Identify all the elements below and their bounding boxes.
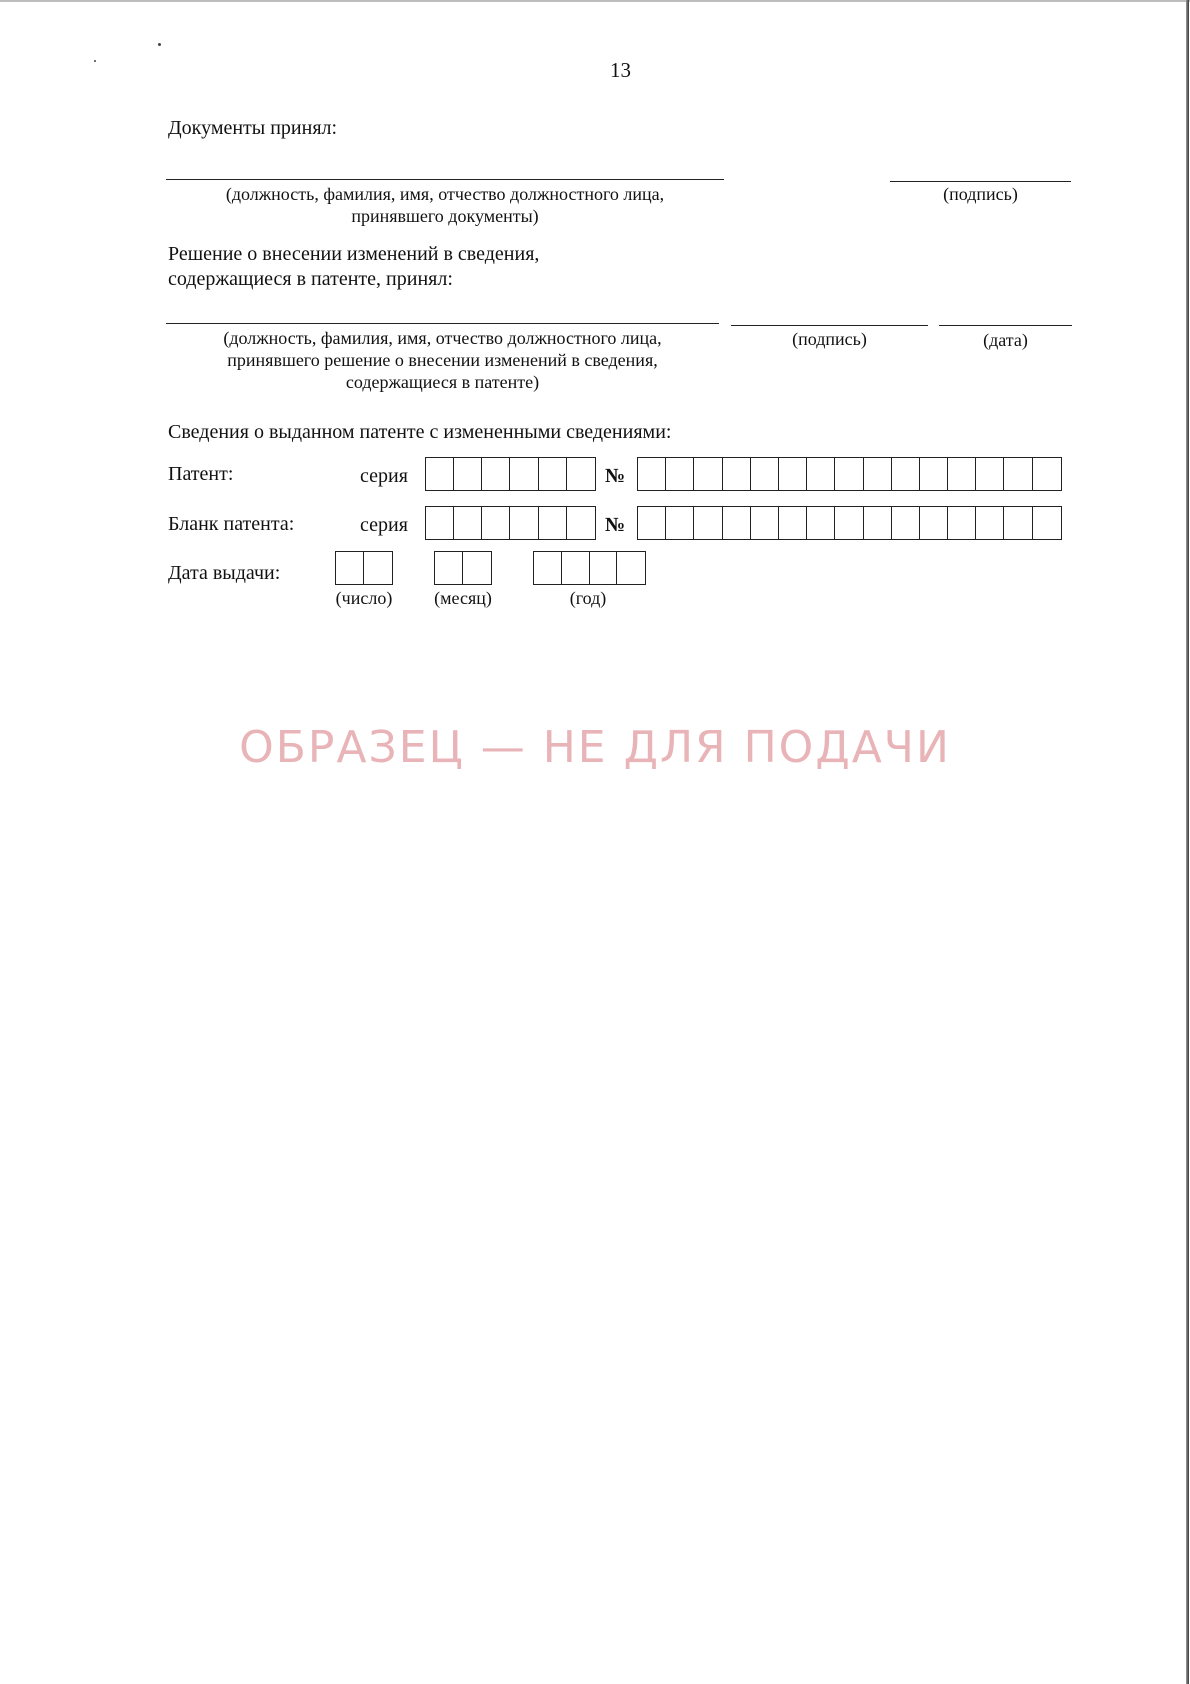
input-cell[interactable] [835, 507, 863, 539]
day-caption: (число) [335, 588, 393, 608]
input-cell[interactable] [723, 507, 751, 539]
input-cell[interactable] [638, 458, 666, 490]
blank-series-cells[interactable] [425, 506, 596, 540]
input-cell[interactable] [567, 458, 595, 490]
patent-series-cells[interactable] [425, 457, 596, 491]
input-cell[interactable] [976, 458, 1004, 490]
input-cell[interactable] [426, 458, 454, 490]
page-number: 13 [610, 58, 631, 82]
input-cell[interactable] [779, 507, 807, 539]
input-cell[interactable] [948, 458, 976, 490]
input-cell[interactable] [864, 458, 892, 490]
accepted-official-caption-2: принявшего документы) [351, 206, 539, 226]
input-cell[interactable] [807, 458, 835, 490]
page-right-edge [1186, 0, 1189, 1684]
input-cell[interactable] [482, 458, 510, 490]
decision-official-caption-2: принявшего решение о внесении изменений в сведения, [227, 350, 658, 370]
decision-official-caption-3: содержащиеся в патенте) [345, 372, 540, 392]
blank-number-label: № [605, 514, 626, 536]
decision-heading-2: содержащиеся в патенте, принял: [168, 268, 453, 290]
input-cell[interactable] [920, 507, 948, 539]
input-cell[interactable] [751, 507, 779, 539]
decision-official-line[interactable] [166, 323, 719, 324]
input-cell[interactable] [510, 458, 538, 490]
input-cell[interactable] [892, 458, 920, 490]
input-cell[interactable] [539, 458, 567, 490]
input-cell[interactable] [807, 507, 835, 539]
input-cell[interactable] [976, 507, 1004, 539]
input-cell[interactable] [567, 507, 595, 539]
input-cell[interactable] [892, 507, 920, 539]
blank-series-label: серия [360, 514, 408, 536]
input-cell[interactable] [723, 458, 751, 490]
input-cell[interactable] [463, 552, 491, 584]
issue-year-cells[interactable] [533, 551, 646, 585]
input-cell[interactable] [666, 507, 694, 539]
decision-signature-line[interactable] [731, 325, 928, 326]
accepted-official-caption-1: (должность, фамилия, имя, отчество должностного лица, [225, 184, 665, 204]
issue-month-cells[interactable] [434, 551, 492, 585]
month-caption: (месяц) [434, 588, 492, 608]
input-cell[interactable] [920, 458, 948, 490]
input-cell[interactable] [751, 458, 779, 490]
issue-day-cells[interactable] [335, 551, 393, 585]
patent-series-label: серия [360, 465, 408, 487]
decision-date-caption: (дата) [983, 330, 1028, 350]
scan-speck [94, 60, 96, 62]
blank-label: Бланк патента: [168, 513, 295, 535]
input-cell[interactable] [694, 458, 722, 490]
input-cell[interactable] [835, 458, 863, 490]
input-cell[interactable] [638, 507, 666, 539]
input-cell[interactable] [336, 552, 364, 584]
input-cell[interactable] [1004, 507, 1032, 539]
decision-signature-caption: (подпись) [792, 329, 867, 349]
input-cell[interactable] [1004, 458, 1032, 490]
patent-number-label: № [605, 465, 626, 487]
input-cell[interactable] [454, 458, 482, 490]
input-cell[interactable] [779, 458, 807, 490]
decision-heading-1: Решение о внесении изменений в сведения, [168, 243, 540, 265]
decision-date-line[interactable] [939, 325, 1072, 326]
input-cell[interactable] [435, 552, 463, 584]
input-cell[interactable] [694, 507, 722, 539]
input-cell[interactable] [539, 507, 567, 539]
year-caption: (год) [569, 588, 607, 608]
watermark: ОБРАЗЕЦ — НЕ ДЛЯ ПОДАЧИ [239, 722, 951, 773]
input-cell[interactable] [454, 507, 482, 539]
input-cell[interactable] [510, 507, 538, 539]
input-cell[interactable] [426, 507, 454, 539]
accepted-heading: Документы принял: [168, 117, 338, 139]
input-cell[interactable] [1033, 507, 1061, 539]
patent-label: Патент: [168, 463, 234, 485]
issue-date-label: Дата выдачи: [168, 562, 281, 584]
input-cell[interactable] [1033, 458, 1061, 490]
input-cell[interactable] [590, 552, 618, 584]
input-cell[interactable] [666, 458, 694, 490]
input-cell[interactable] [562, 552, 590, 584]
patent-number-cells[interactable] [637, 457, 1062, 491]
input-cell[interactable] [364, 552, 392, 584]
issued-heading: Сведения о выданном патенте с измененными сведениями: [168, 421, 672, 443]
accepted-signature-line[interactable] [890, 181, 1071, 182]
scan-speck [158, 43, 161, 46]
input-cell[interactable] [864, 507, 892, 539]
accepted-signature-caption: (подпись) [943, 184, 1018, 204]
accepted-official-line[interactable] [166, 179, 724, 180]
input-cell[interactable] [534, 552, 562, 584]
input-cell[interactable] [482, 507, 510, 539]
blank-number-cells[interactable] [637, 506, 1062, 540]
input-cell[interactable] [617, 552, 645, 584]
page-top-edge [0, 0, 1190, 2]
decision-official-caption-1: (должность, фамилия, имя, отчество должностного лица, [223, 328, 662, 348]
input-cell[interactable] [948, 507, 976, 539]
